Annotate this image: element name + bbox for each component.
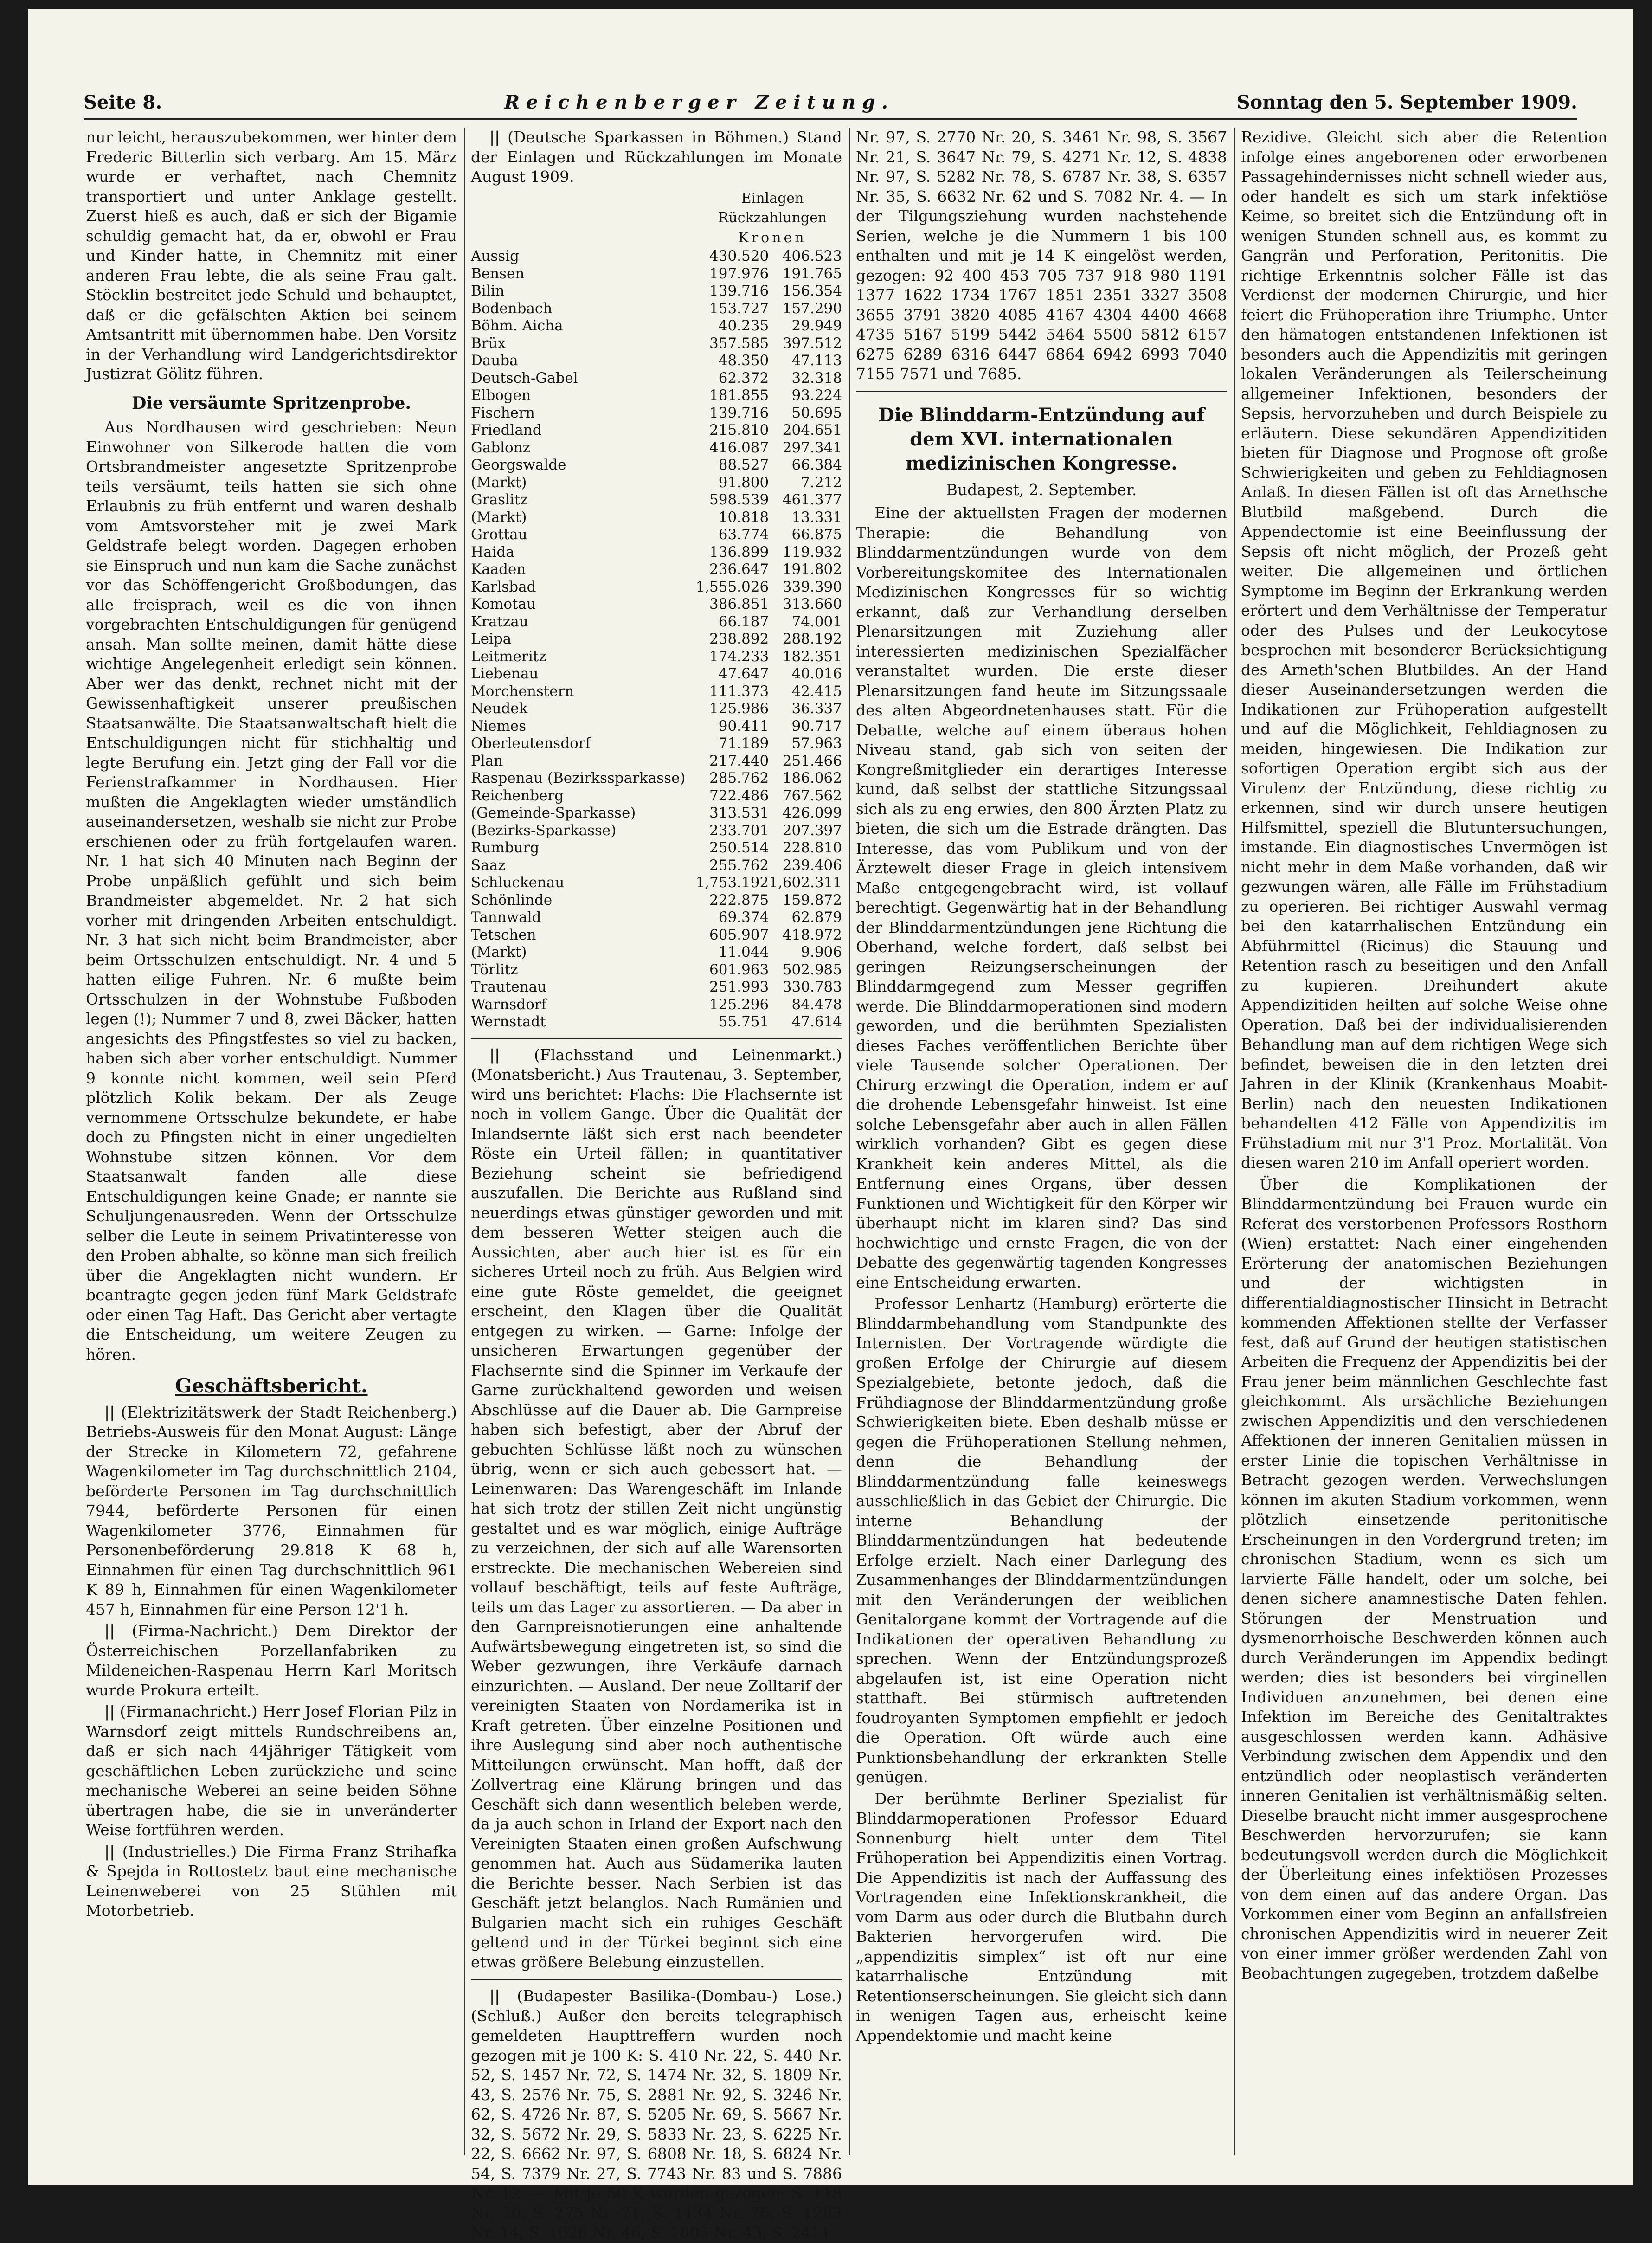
column-rule — [464, 128, 465, 2155]
article-paragraph: nur leicht, herauszubekommen, wer hinter dem Frederic Bitterlin sich verbarg. Am 15. März wurde er verhaftet, nach Chemnitz transportiert und unter Anklage gestellt. Zuerst hieß es auch, daß er sich der Bigamie schuldig gemacht hat, da er, obwohl er Frau und Kinder hatte, in Chemnitz mit einer anderen Frau lebte, die als seine Frau galt. Stöcklin bestreitet jede Schuld und behauptet, daß er die gefälschten Aktien bei seinem Amtsantritt mit übernommen habe. Den Vorsitz in der Verhandlung wird Landgerichtsdirektor Justizrat Gölitz führen. — [86, 128, 457, 383]
deposits-value: 416.087 — [709, 439, 769, 456]
table-row — [471, 892, 842, 909]
place-name: Oberleutensdorf — [471, 735, 591, 752]
deposits-value: 217.440 — [709, 752, 769, 769]
article-heading: Die versäumte Spritzenprobe. — [132, 393, 411, 413]
place-name: Rumburg — [471, 839, 540, 856]
withdrawals-value: 84.478 — [791, 996, 842, 1013]
withdrawals-value: 40.016 — [791, 665, 842, 682]
place-name: Elbogen — [471, 387, 531, 404]
deposits-value: 215.810 — [709, 422, 769, 438]
place-name: Leitmeritz — [471, 648, 546, 665]
deposits-value: 111.373 — [709, 683, 769, 700]
withdrawals-value: 251.466 — [782, 752, 842, 769]
savings-intro: || (Deutsche Sparkassen in Böhmen.) Stand der Einlagen und Rückzahlungen im Monate August 1909. — [471, 128, 842, 186]
issue-date: Sonntag den 5. September 1909. — [1236, 91, 1577, 113]
deposits-value: 1,753.192 — [695, 874, 769, 891]
table-row — [471, 735, 842, 753]
place-name: Dauba — [471, 352, 518, 369]
table-row — [471, 648, 842, 666]
withdrawals-value: 406.523 — [782, 248, 842, 264]
deposits-value: 153.727 — [709, 300, 769, 317]
deposits-value: 62.372 — [718, 369, 769, 387]
deposits-value: 139.716 — [709, 283, 769, 299]
withdrawals-value: 32.318 — [791, 369, 842, 387]
deposits-value: 250.514 — [709, 839, 769, 856]
table-row — [471, 317, 842, 335]
withdrawals-value: 47.614 — [791, 1013, 842, 1030]
table-row — [471, 822, 842, 840]
divider — [856, 391, 1227, 392]
dateline: Budapest, 2. September. — [946, 480, 1137, 499]
place-name: Törlitz — [471, 961, 518, 978]
withdrawals-value: 191.765 — [782, 265, 842, 282]
place-name: Georgswalde — [471, 457, 566, 473]
deposits-value: 91.800 — [718, 474, 769, 491]
deposits-value: 125.296 — [709, 996, 769, 1013]
withdrawals-value: 239.406 — [782, 857, 842, 874]
place-name: Niemes — [471, 717, 527, 735]
deposits-value: 238.892 — [709, 631, 769, 647]
column-rule — [1234, 128, 1235, 2155]
withdrawals-value: 36.337 — [791, 700, 842, 717]
table-row — [471, 927, 842, 944]
withdrawals-value: 13.331 — [791, 509, 842, 526]
place-name: Wernstadt — [471, 1013, 546, 1030]
lottery-continued: Nr. 97, S. 2770 Nr. 20, S. 3461 Nr. 98, S. 3567 Nr. 21, S. 3647 Nr. 79, S. 4271 Nr. 12, S. 4838 Nr. 97, S. 5282 Nr. 78, S. 6787 Nr. 38, S. 6357 Nr. 35, S. 6632 Nr. 62 und S. 7082 Nr. 4. — In der Tilgungsziehung wurden nachstehende Serien, welche je die Nummern 1 bis 100 enthalten und mit je 14 K eingelöst werden, gezogen: 92 400 453 705 737 918 980 1191 1377 1622 1734 1767 1851 2351 3327 3508 3655 3791 3820 4085 4167 4304 4400 4668 4735 5167 5199 5442 5464 5500 5812 6157 6275 6289 6316 6447 6864 6942 6993 7040 7155 7571 und 7685. — [856, 128, 1227, 383]
withdrawals-value: 74.001 — [791, 613, 842, 630]
withdrawals-value: 62.879 — [791, 909, 842, 926]
place-name: Plan — [471, 752, 503, 769]
table-row — [471, 596, 842, 613]
column-2 — [471, 128, 842, 2242]
table-row — [471, 787, 842, 805]
table-row — [471, 753, 842, 770]
deposits-value: 251.993 — [709, 979, 769, 995]
place-name: (Markt) — [471, 944, 527, 960]
deposits-value: 197.976 — [709, 265, 769, 282]
newspaper-page — [28, 9, 1633, 2242]
column-4 — [1241, 128, 1607, 2155]
deposits-value: 136.899 — [709, 543, 769, 561]
deposits-value: 139.716 — [709, 404, 769, 421]
column-rule — [849, 128, 850, 2155]
withdrawals-value: 9.906 — [801, 944, 842, 960]
place-name: Schluckenau — [471, 874, 565, 891]
deposits-value: 10.818 — [718, 509, 769, 526]
place-name: Tannwald — [471, 909, 541, 926]
place-name: Grottau — [471, 526, 527, 543]
place-name: Aussig — [471, 248, 519, 264]
deposits-value: 605.907 — [709, 926, 769, 943]
deposits-value: 40.235 — [718, 317, 769, 334]
table-row — [471, 405, 842, 422]
place-name: Tetschen — [471, 926, 536, 943]
table-row — [471, 544, 842, 561]
table-row — [471, 874, 842, 892]
lottery-report: || (Budapester Basilika-(Dombau-) Lose.) (Schluß.) Außer den bereits telegraphisch gemeldeten Haupttreffern wurden noch gezogen mit je 100 K: S. 410 Nr. 22, S. 440 Nr. 52, S. 1457 Nr. 72, S. 1474 Nr. 32, S. 1809 Nr. 43, S. 2576 Nr. 75, S. 2881 Nr. 92, S. 3246 Nr. 62, S. 4726 Nr. 87, S. 5205 Nr. 69, S. 5667 Nr. 32, S. 5672 Nr. 29, S. 5833 Nr. 23, S. 6225 Nr. 22, S. 6662 Nr. 97, S. 6808 Nr. 18, S. 6824 Nr. 54, S. 7379 Nr. 27, S. 7743 Nr. 83 und S. 7886 Nr. 12. — Mit je 50 K wurden gezogen: S. 118 Nr. 20, S. 275 Nr. 71, S. 1134 Nr. 76, S. 1283 Nr. 14, S. 1626 Nr. 46, S. 1805 Nr. 43, S. 2411 — [471, 1987, 842, 2242]
column-1 — [86, 128, 457, 2155]
table-row — [471, 979, 842, 996]
table-row — [471, 857, 842, 875]
withdrawals-value: 207.397 — [782, 822, 842, 839]
business-item: || (Elektrizitätswerk der Stadt Reichenberg.) Betriebs-Ausweis für den Monat August: Länge der Strecke in Kilometern 72, gefahrene Wagenkilometer im Tag durchschnittlich 2104, beförderte Personen im Tag durchschnittlich 7944, beförderte Personen für einen Wagenkilometer 3776, Einnahmen für Personenbeförderung 29.818 K 68 h, Einnahmen für einen Tag durchschnittlich 961 K 89 h, Einnahmen für einen Wagenkilometer 457 h, Einnahmen für eine Person 12'1 h. — [86, 1403, 457, 1618]
withdrawals-value: 93.224 — [791, 387, 842, 404]
table-row — [471, 700, 842, 718]
withdrawals-value: 313.660 — [782, 596, 842, 612]
deposits-value: 255.762 — [709, 857, 769, 874]
newspaper-title: Reichenberger Zeitung. — [504, 91, 894, 113]
table-row — [471, 961, 842, 979]
place-name: Warnsdorf — [471, 996, 547, 1013]
deposits-value: 174.233 — [709, 648, 769, 665]
deposits-value: 722.486 — [709, 787, 769, 804]
table-row — [471, 248, 842, 265]
table-row — [471, 352, 842, 370]
savings-table — [471, 248, 842, 1031]
column-3 — [856, 128, 1227, 2155]
article-paragraph: Eine der aktuellsten Fragen der modernen Therapie: die Behandlung von Blinddarmentzündungen wurde von dem Vorbereitungskomitee des Internationalen Medizinischen Kongresses für so wichtig erkannt, daß zur Verhandlung derselben Plenarsitzungen mit Zuziehung aller interessierten medizinischen Spezialfächer veranstaltet wurden. Die erste dieser Plenarsitzungen fand heute im Sitzungssaale des alten Abgeordnetenhauses statt. Für die Debatte, welche auf einem überaus hohen Niveau stand, gab sich von seiten der Kongreßmitglieder ein derartiges Interesse kund, daß selbst der stattliche Sitzungssaal sich als zu eng erwies, den 800 Ärzten Platz zu bieten, die sich um die Estrade drängten. Das Interesse, das vom Publikum und von der Ärztewelt dieser Frage in gleich intensivem Maße entgegengebracht wird, ist vollauf berechtigt. Gegenwärtig hat in der Behandlung der Blinddarmentzündungen jene Richtung die Oberhand, welche fordert, daß selbst bei geringen Reizungserscheinungen der Blinddarmgegend zum Messer gegriffen werde. Die Blinddarmoperationen sind modern geworden, und die berühmten Spezialisten dieses Faches veröffentlichen Berichte über viele Tausende solcher Operationen. Der Chirurg erzwingt die Operation, indem er auf die drohende Lebensgefahr hinweist. Ist eine solche Lebensgefahr aber auch in allen Fällen wirklich vorhanden? Gibt es gegen diese Krankheit kein anderes Mittel, als die Entfernung eines Organs, über dessen Funktionen und Wichtigkeit für den Körper wir überhaupt nicht im klaren sind? Das sind hochwichtige und ernste Fragen, die von der Debatte des gegenwärtig tagenden Kongresses eine Entscheidung erwarten. — [856, 504, 1227, 1291]
table-row — [471, 631, 842, 648]
withdrawals-value: 50.695 — [791, 404, 842, 421]
withdrawals-value: 66.384 — [791, 457, 842, 473]
deposits-value: 48.350 — [718, 352, 769, 369]
withdrawals-value: 288.192 — [782, 631, 842, 647]
divider — [471, 1979, 842, 1980]
masthead — [84, 86, 1577, 120]
withdrawals-value: 297.341 — [782, 439, 842, 456]
withdrawals-value: 119.932 — [782, 543, 842, 561]
withdrawals-value: 228.810 — [782, 839, 842, 856]
deposits-value: 69.374 — [718, 909, 769, 926]
deposits-value: 233.701 — [709, 822, 769, 839]
table-row — [471, 526, 842, 544]
withdrawals-value: 426.099 — [782, 805, 842, 821]
article-headline: Die Blinddarm-Entzündung auf dem XVI. internationalen medizinischen Kongresse. — [878, 404, 1205, 474]
withdrawals-value: 57.963 — [791, 735, 842, 752]
withdrawals-value: 42.415 — [791, 683, 842, 700]
deposits-value: 55.751 — [718, 1013, 769, 1030]
withdrawals-value: 418.972 — [782, 926, 842, 943]
withdrawals-value: 502.985 — [782, 961, 842, 978]
place-name: Neudek — [471, 700, 528, 717]
place-name: Raspenau (Bezirkssparkasse) — [471, 770, 686, 786]
table-row — [471, 300, 842, 318]
place-name: Morchenstern — [471, 683, 574, 700]
deposits-value: 66.187 — [718, 613, 769, 630]
withdrawals-value: 47.113 — [791, 352, 842, 369]
deposits-value: 125.986 — [709, 700, 769, 717]
place-name: Trautenau — [471, 979, 547, 995]
table-row — [471, 839, 842, 857]
table-row — [471, 335, 842, 353]
table-row — [471, 770, 842, 787]
deposits-value: 222.875 — [709, 891, 769, 909]
table-header-unit: Kronen — [738, 229, 807, 246]
table-row — [471, 283, 842, 300]
table-header: Einlagen Rückzahlungen — [718, 190, 827, 226]
place-name: (Markt) — [471, 474, 527, 491]
table-row — [471, 561, 842, 579]
withdrawals-value: 191.802 — [782, 561, 842, 578]
table-row — [471, 387, 842, 405]
withdrawals-value: 66.875 — [791, 526, 842, 543]
place-name: Leipa — [471, 631, 512, 647]
deposits-value: 357.585 — [709, 335, 769, 352]
place-name: Böhm. Aicha — [471, 317, 563, 334]
place-name: (Bezirks-Sparkasse) — [471, 822, 617, 839]
deposits-value: 11.044 — [718, 944, 769, 960]
table-row — [471, 491, 842, 509]
place-name: (Markt) — [471, 509, 527, 526]
business-item: || (Industrielles.) Die Firma Franz Strihafka & Spejda in Rottostetz baut eine mechanische Leinenweberei von 25 Stühlen mit Motorbetrieb. — [86, 1842, 457, 1920]
deposits-value: 313.531 — [709, 805, 769, 821]
withdrawals-value: 7.212 — [801, 474, 842, 491]
place-name: Bilin — [471, 283, 505, 299]
withdrawals-value: 767.562 — [782, 787, 842, 804]
deposits-value: 181.855 — [709, 387, 769, 404]
place-name: (Gemeinde-Sparkasse) — [471, 805, 636, 821]
withdrawals-value: 186.062 — [782, 770, 842, 786]
withdrawals-value: 339.390 — [782, 578, 842, 595]
deposits-value: 1,555.026 — [695, 578, 769, 595]
deposits-value: 71.189 — [718, 735, 769, 752]
table-row — [471, 683, 842, 701]
article-paragraph: Aus Nordhausen wird geschrieben: Neun Einwohner von Silkerode hatten die vom Ortsbrandmeister angesetzte Spritzenprobe teils versäumt, teils hatten sie sich ohne Erlaubnis zu früh entfernt und waren deshalb vom Amtsvorsteher mit je zwei Mark Geldstrafe belegt worden. Dagegen erhoben sie Einspruch und nun kam die Sache zunächst vor das Schöffengericht Großbodungen, das alle freisprach, weil es die von ihnen vorgebrachten Entschuldigungen für genügend ansah. Man sollte meinen, damit hätte diese wichtige Angelegenheit erledigt sein können. Aber wer das denkt, rechnet nicht mit der Gewissenhaftigkeit unserer preußischen Staatsanwälte. Die Staatsanwaltschaft hielt die Entschuldigungen nicht für stichhaltig und legte Berufung ein. Jetzt ging der Fall vor die Ferienstrafkammer in Nordhausen. Hier mußten die Angeklagten wieder umständlich auseinandersetzen, weshalb sie nicht zur Probe erschienen oder zu früh fortgelaufen waren. Nr. 1 hat sich 40 Minuten nach Beginn der Probe unpäßlich gefühlt und sich beim Brandmeister abgemeldet. Nr. 2 hat sich vorher mit dringenden Arbeiten entschuldigt. Nr. 3 hat sich nicht beim Brandmeister, aber beim Ortsschulzen entschuldigt. Nr. 4 und 5 hatten eilige Fuhren. Nr. 6 mußte beim Ortsschulzen in der Wohnstube Fußboden legen (!); Nummer 7 und 8, zwei Bäcker, hatten angesichts des Pfingstfestes so viel zu backen, haben sich aber vorher entschuldigt. Nummer 9 konnte nicht kommen, weil sein Pferd plötzlich Kolik bekam. Der als Zeuge vernommene Ortsschulze bekundete, er habe doch zu Pfingsten nicht in einer ungedielten Wohnstube sitzen können. Vor dem Staatsanwalt fanden alle diese Entschuldigungen keine Gnade; er nannte sie Schuljungenausreden. Wenn der Ortsschulze selber die Leute in seinem Privatinteresse von den Proben abhalte, so könne man sich freilich über die Angeklagten nicht wundern. Er beantragte gegen jeden fünf Mark Geldstrafe oder einen Tag Haft. Das Gericht aber vertagte die Entscheidung, um weitere Zeugen zu hören. — [86, 418, 457, 1363]
place-name: Reichenberg — [471, 787, 564, 804]
place-name: Kratzau — [471, 613, 528, 630]
place-name: Kaaden — [471, 561, 526, 578]
place-name: Graslitz — [471, 491, 528, 508]
withdrawals-value: 29.949 — [791, 317, 842, 334]
withdrawals-value: 159.872 — [782, 891, 842, 909]
withdrawals-value: 182.351 — [782, 648, 842, 665]
place-name: Karlsbad — [471, 578, 536, 595]
withdrawals-value: 397.512 — [782, 335, 842, 352]
table-row — [471, 909, 842, 927]
deposits-value: 430.520 — [709, 248, 769, 264]
table-row — [471, 457, 842, 474]
deposits-value: 386.851 — [709, 596, 769, 612]
withdrawals-value: 330.783 — [782, 979, 842, 995]
article-paragraph: Professor Lenhartz (Hamburg) erörterte die Blinddarmbehandlung vom Standpunkte des Internisten. Der Vortragende würdigte die großen Erfolge der Chirurgie auf diesem Spezialgebiete, betonte jedoch, daß die Frühdiagnose der Blinddarmentzündung große Schwierigkeiten biete. Eben deshalb müsse er gegen die Frühoperationen Stellung nehmen, denn die Behandlung der Blinddarmentzündung falle keineswegs ausschließlich in das Gebiet der Chirurgie. Die interne Behandlung der Blinddarmentzündungen hat bedeutende Erfolge erzielt. Nach einer Darlegung des Zusammenhanges der Blinddarmentzündungen mit den Veränderungen der weiblichen Genitalorgane kommt der Vortragende auf die Indikationen der operativen Behandlung zu sprechen. Wenn der Entzündungsprozeß abgelaufen ist, ist eine Operation nicht statthaft. Bei stürmisch auftretenden foudroyanten Symptomen empfiehlt er jedoch die Operation. Oft würde auch eine Punktionsbehandlung der erkrankten Stelle genügen. — [856, 1295, 1227, 1786]
table-row — [471, 718, 842, 735]
table-row — [471, 613, 842, 631]
place-name: Haida — [471, 543, 514, 561]
withdrawals-value: 461.377 — [782, 491, 842, 508]
withdrawals-value: 157.290 — [782, 300, 842, 317]
table-row — [471, 1013, 842, 1031]
deposits-value: 236.647 — [709, 561, 769, 578]
table-row — [471, 996, 842, 1014]
table-row — [471, 944, 842, 961]
article-paragraph: Rezidive. Gleicht sich aber die Retention infolge eines angeborenen oder erworbenen Passagehindernisses nicht schnell wieder aus, oder handelt es sich um stark infektiöse Keime, so breitet sich die Entzündung oft in wenigen Stunden schnell aus, es kommt zu Gangrän und Perforation, Peritonitis. Die richtige Erkenntnis solcher Fälle ist das Verdienst der modernen Chirurgie, und hier feiert die Frühoperation ihre Triumphe. Unter den hämatogen entstandenen Infektionen ist besonders auch die Appendizitis mit geringen lokalen Veränderungen als Teilerscheinung allgemeiner Infektionen, besonders der Sepsis, hervorzuheben und durch Beispiele zu erläutern. Diese sekundären Appendizitiden bieten für Diagnose und Prognose oft große Schwierigkeiten und geben zu Fehldiagnosen Anlaß. In diesen Fällen ist oft das Arnethsche Blutbild maßgebend. Durch die Appendectomie ist eine Beeinflussung der Sepsis oft nicht möglich, der Prozeß geht weiter. Die allgemeinen und örtlichen Symptome im Beginn der Erkrankung werden erörtert und dem Verhältnisse der Temperatur oder des Pulses und der Leukocytose besprochen mit besonderer Berücksichtigung des Arneth'schen Blutbildes. An der Hand dieser Auseinandersetzungen werden die Indikationen zur Frühoperation aufgestellt und auf die Möglichkeit, Fehldiagnosen zu meiden, hingewiesen. Die Indikation zur sofortigen Operation ergibt sich aus der Virulenz der Entzündung, diese richtig zu erkennen, sind wir durch unsere heutigen Hilfsmittel, speziell die Blutuntersuchungen, imstande. Ein diagnostisches Unvermögen ist nicht mehr in dem Maße vorhanden, daß wir gezwungen wären, alle Fälle im Frühstadium zu operieren. Bei richtiger Auswahl vermag bei den katarrhalischen Entzündung ein Abführmittel (Ricinus) die Stauung und Retention rasch zu beseitigen und den Anfall zu kupieren. Dreihundert akute Appendizitiden heilten auf solche Weise ohne Operation. Daß bei der individualisierenden Behandlung man auf dem richtigen Wege sich befindet, beweisen die in den letzten drei Jahren in der Klinik (Krankenhaus Moabit-Berlin) nach den neuesten Indikationen behandelten 412 Fälle von Appendizitis im Frühstadium mit nur 3'1 Proz. Mortalität. Von diesen waren 210 im Anfall operiert worden. — [1241, 128, 1607, 1172]
place-name: Deutsch-Gabel — [471, 369, 578, 387]
deposits-value: 90.411 — [718, 717, 769, 735]
business-item: || (Firmanachricht.) Herr Josef Florian Pilz in Warnsdorf zeigt mittels Rundschreibens an, daß er sich nach 44jähriger Tätigkeit vom geschäftlichen Leben zurückziehe und seine mechanische Weberei an seine beiden Söhne übertragen habe, die sie in unveränderter Weise fortführen werden. — [86, 1702, 457, 1839]
deposits-value: 63.774 — [718, 526, 769, 543]
withdrawals-value: 1,602.311 — [769, 874, 842, 891]
deposits-value: 601.963 — [709, 961, 769, 978]
section-heading: Geschäftsbericht. — [175, 1374, 368, 1397]
table-row — [471, 439, 842, 457]
article-paragraph: Der berühmte Berliner Spezialist für Blinddarmoperationen Professor Eduard Sonnenburg hielt unter dem Titel Frühoperation bei Appendizitis einen Vortrag. Die Appendizitis ist nach der Auffassung des Vortragenden eine Infektionskrankheit, die vom Darm aus oder durch die Blutbahn durch Bakterien hervorgerufen wird. Die „appendizitis simplex“ ist oft nur eine katarrhalische Entzündung mit Retentionserscheinungen. Sie gleicht sich dann in wenigen Tagen aus, erheischt keine Appendektomie und macht keine — [856, 1789, 1227, 2044]
deposits-value: 285.762 — [709, 770, 769, 786]
business-item: || (Firma-Nachricht.) Dem Direktor der Österreichischen Porzellanfabriken zu Mildeneichen-Raspenau Herrn Karl Moritsch wurde Prokura erteilt. — [86, 1622, 457, 1699]
place-name: Brüx — [471, 335, 506, 352]
divider — [471, 1038, 842, 1039]
place-name: Friedland — [471, 422, 542, 438]
deposits-value: 47.647 — [718, 665, 769, 682]
table-row — [471, 509, 842, 527]
place-name: Fischern — [471, 404, 535, 421]
table-row — [471, 579, 842, 596]
deposits-value: 88.527 — [718, 457, 769, 473]
article-paragraph: Über die Komplikationen der Blinddarmentzündung bei Frauen wurde ein Referat des verstorbenen Professors Rosthorn (Wien) erstattet: Nach einer eingehenden Erörterung der anatomischen Beziehungen und der wichtigsten in differentialdiagnostischer Hinsicht in Betracht kommenden Affektionen stellte der Verfasser fest, daß auf Grund der heutigen statistischen Arbeiten die Frequenz der Appendizitis bei der Frau jener beim männlichen Geschlechte fast gleichkommt. Als ursächliche Beziehungen zwischen Appendizitis und den verschiedenen Affektionen der inneren Genitalien müssen in erster Linie die topischen Verhältnisse in Betracht gezogen werden. Verwechslungen können im akuten Stadium vorkommen, wenn plötzlich einsetzende peritonitische Erscheinungen in den Vordergrund treten; im chronischen Stadium, wenn es sich um larvierte Fälle handelt, oder um solche, bei denen sichere anamnestische Daten fehlen. Störungen der Menstruation und dysmenorrhoische Beschwerden können auch durch Veränderungen im Appendix bedingt werden; dies ist besonders bei virginellen Individuen anzunehmen, bei denen eine Infektion im Bereiche des Genitaltraktes ausgeschlossen werden kann. Adhäsive Verbindung zwischen dem Appendix und den entzündlich oder neoplastisch veränderten inneren Genitalien ist verhältnismäßig selten. Dieselbe braucht nicht immer ausgesprochene Beschwerden hervorzurufen; sie kann bedeutungsvoll werden durch die Möglichkeit der Überleitung eines infektiösen Prozesses von dem einen auf das andere Organ. Das Vorkommen einer vom Beginn an anfallsfreien chronischen Appendizitis wird in neuerer Zeit von einer immer größer werdenden Zahl von Beobachtungen zugegeben, trotzdem daßelbe — [1241, 1175, 1607, 1982]
place-name: Bodenbach — [471, 300, 553, 317]
table-row — [471, 265, 842, 283]
withdrawals-value: 90.717 — [791, 717, 842, 735]
table-row — [471, 370, 842, 387]
place-name: Schönlinde — [471, 891, 553, 909]
withdrawals-value: 156.354 — [782, 283, 842, 299]
table-row — [471, 665, 842, 683]
table-row — [471, 474, 842, 492]
withdrawals-value: 204.651 — [782, 422, 842, 438]
place-name: Saaz — [471, 857, 506, 874]
table-row — [471, 422, 842, 439]
table-row — [471, 805, 842, 822]
market-report: || (Flachsstand und Leinenmarkt.) (Monatsbericht.) Aus Trautenau, 3. September, wird uns berichtet: Flachs: Die Flachsernte ist noch in vollem Gange. Über die Qualität der Inlandsernte läßt sich erst nach beendeter Röste ein Urteil fällen; in quantitativer Beziehung scheint sie befriedigend auszufallen. Die Berichte aus Rußland sind neuerdings etwas günstiger geworden und mit dem besseren Wetter steigen auch die Aussichten, aber auch hier ist es für ein sicheres Urteil noch zu früh. Aus Belgien wird eine gute Röste gemeldet, die geeignet erscheint, den Klagen über die Qualität entgegen zu wirken. — Garne: Infolge der unsicheren Erwartungen gegenüber der Flachsernte sind die Spinner im Verkaufe der Garne zurückhaltend geworden und weisen Abschlüsse auf die Dauer ab. Die Garnpreise haben sich befestigt, aber der Abruf der gebuchten Schlüsse läßt noch zu wünschen übrig, wenn er sich auch gebessert hat. — Leinenwaren: Das Warengeschäft im Inlande hat sich trotz der stillen Zeit nicht ungünstig gestaltet und es war möglich, einige Aufträge zu verzeichnen, der sich auf alle Warensorten erstreckte. Die mechanischen Webereien sind vollauf beschäftigt, teils auf feste Aufträge, teils um das Lager zu assortieren. — Da aber in den Garnpreisnotierungen eine anhaltende Aufwärtsbewegung eingetreten ist, so sind die Weber gezwungen, ihre Verkäufe darnach einzurichten. — Ausland. Der neue Zolltarif der vereinigten Staaten von Nordamerika ist in Kraft getreten. Über einzelne Positionen und ihre Auslegung sind aber noch authentische Mitteilungen erwünscht. Man hofft, daß der Zollvertrag eine Klärung bringen und das Geschäft sich dann wesentlich beleben werde, da ja auch schon in Irland der Export nach den Vereinigten Staaten einen großen Aufschwung genommen hat. Auch aus Südamerika lauten die Berichte besser. Nach Serbien ist das Geschäft jetzt belanglos. Nach Rumänien und Bulgarien macht sich ein ruhiges Geschäft geltend und in der Türkei beginnt sich eine etwas größere Belebung einzustellen. — [471, 1045, 842, 1971]
page-number: Seite 8. — [84, 91, 162, 113]
place-name: Bensen — [471, 265, 525, 282]
place-name: Liebenau — [471, 665, 539, 682]
place-name: Komotau — [471, 596, 536, 612]
place-name: Gablonz — [471, 439, 530, 456]
deposits-value: 598.539 — [709, 491, 769, 508]
